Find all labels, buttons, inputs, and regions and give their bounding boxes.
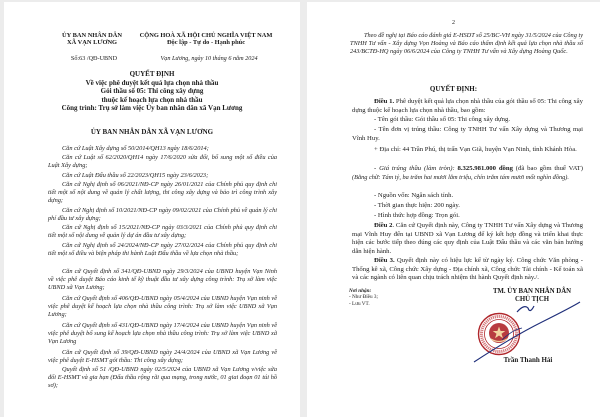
article-3-text: Quyết định này có hiệu lực kể từ ngày ký. Công chức Văn phòng - Thống kê xã, Công chức Xây dựng - Địa chính xã, Công chức Tài chính - Kế toán xã và các ngành có liên quan chịu trách nhiệm thi hành Quyết định này./. bbox=[352, 257, 583, 281]
article-1 bbox=[352, 98, 583, 115]
article-3 bbox=[352, 257, 583, 283]
article-1-label: Điều 1. bbox=[374, 98, 395, 105]
page-number: 2 bbox=[452, 20, 455, 26]
decision-heading: QUYẾT ĐỊNH bbox=[129, 70, 175, 78]
decision-title-block bbox=[4, 70, 300, 113]
article-1-item-1: - Tên gói thầu: Gói thầu số 05: Thi công xây dựng. bbox=[374, 116, 510, 123]
article-1-contract-type: - Hình thức hợp đồng: Trọn gói. bbox=[374, 212, 460, 219]
article-1-text: Phê duyệt kết quả lựa chọn nhà thầu của gói thầu số 05: Thi công xây dựng thuộc kế hoạch lựa chọn nhà thầu, bao gồm: bbox=[352, 98, 583, 114]
article-2 bbox=[352, 222, 583, 256]
price-note: (đã bao gồm thuế VAT) bbox=[512, 165, 583, 172]
national-title: CỘNG HOÀ XÃ HỘI CHỦ NGHĨA VIỆT NAM bbox=[139, 32, 273, 39]
recipients-block bbox=[349, 288, 378, 307]
price-value: 8.325.981.000 đồng bbox=[457, 165, 513, 172]
article-3-label: Điều 3. bbox=[374, 257, 395, 264]
issuer-name bbox=[50, 32, 134, 47]
article-1-price bbox=[352, 165, 583, 182]
article-1-item-3: + Địa chỉ: 44 Trần Phú, thị trấn Vạn Giã, huyện Vạn Ninh, tỉnh Khánh Hòa. bbox=[374, 146, 577, 153]
legal-basis-10: Căn cứ Quyết định số 431/QĐ-UBND ngày 17/4/2024 của UBND huyện Vạn ninh về việc phê duyệt bổ sung kế hoạch lựa chọn nhà thầu công trình: Trụ sở làm việc UBND xã Vạn Lương bbox=[48, 322, 277, 346]
issuer-line-2: XÃ VẠN LƯƠNG bbox=[66, 39, 118, 47]
signature-role: CHỦ TỊCH bbox=[514, 296, 550, 304]
article-1-item-2: - Tên đơn vị trúng thầu: Công ty TNHH Tư vấn Xây dựng và Thương mại Vĩnh Huy. bbox=[352, 126, 583, 142]
article-1-funding: - Nguồn vốn: Ngân sách tỉnh. bbox=[374, 192, 454, 199]
authority-heading: ỦY BAN NHÂN DÂN XÃ VẠN LƯƠNG bbox=[90, 128, 214, 136]
decision-subject-4: Công trình: Trụ sở làm việc Ủy ban nhân dân xã Vạn Lương bbox=[61, 104, 243, 113]
article-2-label: Điều 2 bbox=[374, 222, 393, 229]
decision-heading: QUYẾT ĐỊNH: bbox=[429, 85, 478, 93]
signature-org: TM. ỦY BAN NHÂN DÂN bbox=[492, 288, 572, 295]
legal-basis-9: Căn cứ Quyết định số 406/QĐ-UBND ngày 05/4/2024 của UBND huyện Vạn ninh về việc phê duyệt kế hoạch lựa chọn nhà thầu công trình: Trụ sở làm việc UBND xã Vạn Lương; bbox=[48, 295, 277, 319]
national-header bbox=[131, 32, 281, 47]
issuer-line-1: ỦY BAN NHÂN DÂN bbox=[62, 32, 122, 39]
price-label: - Giá trúng thầu (làm tròn): bbox=[374, 165, 458, 172]
decision-subject-3: thuộc kế hoạch lựa chọn nhà thầu bbox=[101, 95, 203, 104]
recipients-heading: Nơi nhận: bbox=[349, 288, 372, 294]
decision-subject-2: Gói thầu số 05: Thi công xây dựng bbox=[100, 87, 204, 96]
legal-basis-3: Căn cứ Luật Đấu thầu số 22/2023/QH15 ngày 23/6/2023; bbox=[62, 172, 209, 179]
article-1-duration: - Thời gian thực hiện: 200 ngày. bbox=[374, 202, 460, 209]
legal-basis-7: Căn cứ Nghị định số 24/2024/NĐ-CP ngày 27/02/2024 của Chính phủ quy định chi tiết một số điều và biện pháp thi hành Luật Đấu thầu về lựa chọn nhà thầu; bbox=[48, 242, 277, 258]
document-page-2 bbox=[307, 2, 600, 417]
legal-basis-1: Căn cứ Luật Xây dựng số 50/2014/QH13 ngày 18/6/2014; bbox=[62, 145, 209, 152]
legal-basis-8: Căn cứ Quyết định số 341/QĐ-UBND ngày 29/3/2024 của UBND huyện Vạn Ninh về việc phê duyệt Báo cáo kinh tế kỹ thuật đầu tư xây dựng công trình: Trụ sở làm việc UBND xã Vạn Lương; bbox=[48, 268, 277, 292]
decision-subject-1: Về việc phê duyệt kết quả lựa chọn nhà thầu bbox=[85, 78, 219, 87]
document-number: Số:63 /QĐ-UBND bbox=[70, 55, 118, 62]
recipient-2: - Lưu VT. bbox=[349, 300, 370, 307]
legal-basis-2: Căn cứ Luật số 62/2020/QH14 ngày 17/6/2020 sửa đổi, bổ sung một số điều của Luật Xây dựng; bbox=[48, 154, 277, 170]
price-in-words: (Bằng chữ: Tám tỷ, ba trăm hai mươi lăm triệu, chín trăm tám mươi mốt nghìn đồng). bbox=[352, 173, 569, 181]
legal-basis-12: Quyết định số 51 /QĐ-UBND ngày 02/5/2024 của UBND xã Vạn Lương v/việc sửa đổi E-HSMT và gia hạn (Đấu thầu rộng rãi qua mạng, trong nước, 01 giai đoạn 01 túi hồ sơ); bbox=[48, 366, 277, 390]
legal-basis-4: Căn cứ Nghị định số 06/2021/NĐ-CP ngày 26/01/2021 của Chính phủ quy định chi tiết một số nội dung về quản lý chất lượng, thi công xây dựng và bảo trì công trình xây dựng; bbox=[48, 181, 277, 205]
intro-paragraph: Theo đề nghị tại Báo cáo đánh giá E-HSDT số 25/BC-VH ngày 31/5/2024 của Công ty TNHH Tư vấn - Xây dựng Vọn Hoàng và Báo cáo thẩm định kết quả lựa chọn nhà thầu số 243/BCTĐ-HQ ngày 06/6/2024 của Công ty TNHH Tư vấn và Xây dựng Hoàng Quốc. bbox=[350, 32, 583, 56]
legal-basis-11: Căn cứ Quyết định số 39/QĐ-UBND ngày 24/4/2024 của UBND xã Vạn Lương về việc phê duyệt E-HSMT gói thầu: Thi công xây dựng; bbox=[48, 349, 277, 365]
place-date: Vạn Lương, ngày 10 tháng 6 năm 2024 bbox=[160, 55, 258, 62]
article-2-text: . Căn cứ Quyết định này, Công ty TNHH Tư vấn Xây dựng và Thương mại Vĩnh Huy đến tại UBND xã Vạn Lương để ký kết hợp đồng và triển khai thực hiện các bước tiếp theo đúng các quy định của Luật Đấu thầu và các văn bản hướng dẫn hiện hành. bbox=[352, 222, 583, 255]
document-page-1 bbox=[4, 2, 300, 417]
recipient-1: - Như Điều 3; bbox=[349, 294, 378, 301]
signer-name: Trần Thanh Hải bbox=[503, 356, 553, 364]
legal-basis-5: Căn cứ Nghị định số 10/2021/NĐ-CP ngày 09/02/2021 của Chính phủ về quản lý chi phí đầu tư xây dựng; bbox=[48, 207, 277, 223]
legal-basis-6: Căn cứ Nghị định số 15/2021/NĐ-CP ngày 03/3/2021 của Chính phủ quy định chi tiết một số nội dung về quản lý dự án đầu tư xây dựng; bbox=[48, 224, 277, 240]
national-motto: Độc lập - Tự do - Hạnh phúc bbox=[166, 39, 246, 47]
